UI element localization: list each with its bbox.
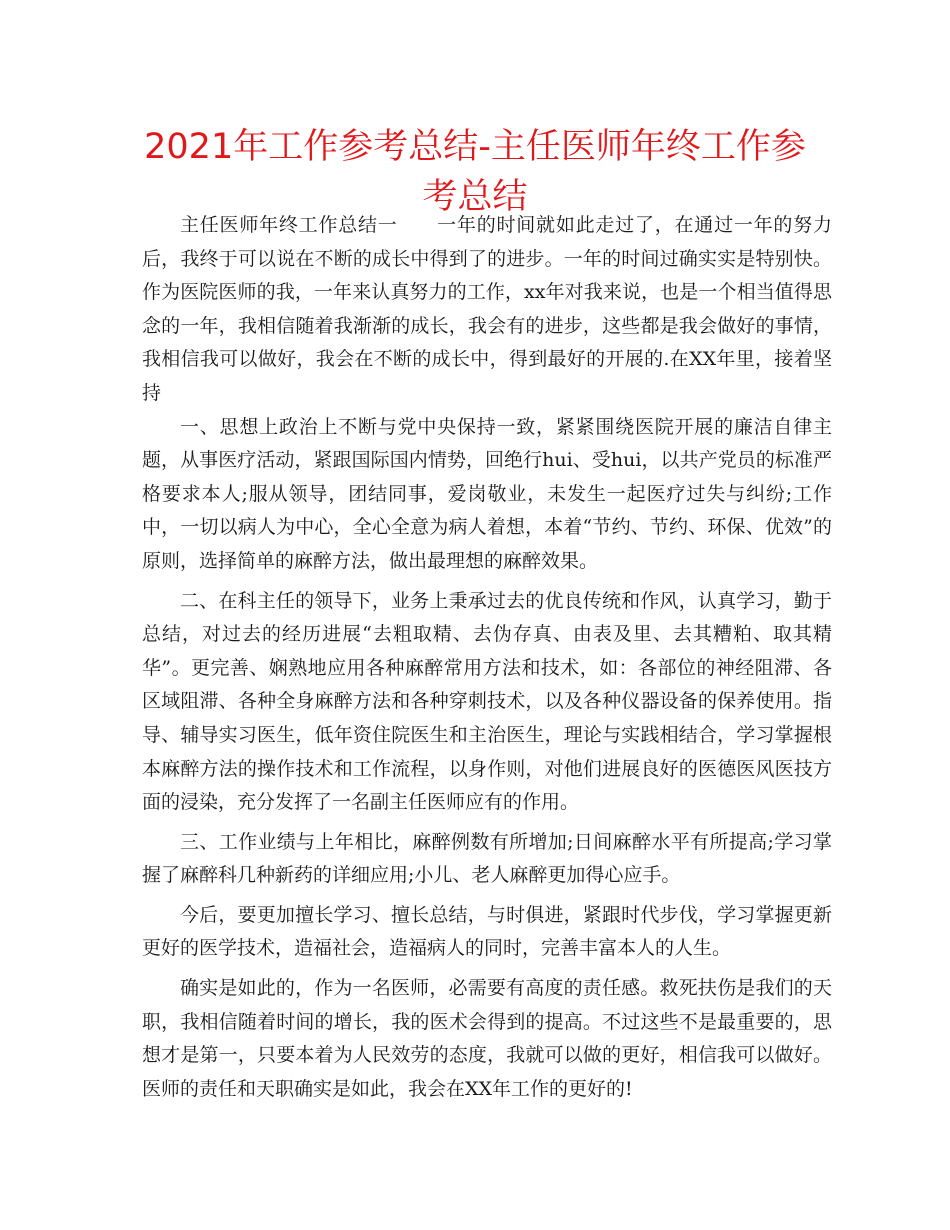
paragraph-section-three: 三、工作业绩与上年相比，麻醉例数有所增加;日间麻醉水平有所提高;学习掌握了麻醉科几种新药的详细应用;小儿、老人麻醉更加得心应手。 [142, 830, 832, 887]
paragraph-future: 今后，要更加擅长学习、擅长总结，与时俱进，紧跟时代步伐，学习掌握更新更好的医学技术，造福社会，造福病人的同时，完善丰富本人的人生。 [142, 903, 832, 960]
document-title: 2021年工作参考总结-主任医师年终工作参考总结 [144, 127, 806, 217]
paragraph-closing: 确实是如此的，作为一名医师，必需要有高度的责任感。救死扶伤是我们的天职，我相信随着时间的增长，我的医术会得到的提高。不过这些不是最重要的，思想才是第一，只要本着为人民效劳的态度，我就可以做的更好，相信我可以做好。医师的责任和天职确实是如此，我会在XX年工作的更好的! [142, 977, 832, 1100]
document-body [142, 209, 832, 1112]
paragraph-section-two: 二、在科主任的领导下，业务上秉承过去的优良传统和作风，认真学习，勤于总结，对过去的经历进展“去粗取精、去伪存真、由表及里、去其糟粕、取其精华”。更完善、娴熟地应用各种麻醉常用方法和技术，如：各部位的神经阻滞、各区域阻滞、各种全身麻醉方法和各种穿刺技术，以及各种仪器设备的保养使用。指导、辅导实习医生，低年资住院医生和主治医生，理论与实践相结合，学习掌握根本麻醉方法的操作技术和工作流程，以身作则，对他们进展良好的医德医风医技方面的浸染，充分发挥了一名副主任医师应有的作用。 [142, 589, 832, 814]
paragraph-section-one: 一、思想上政治上不断与党中央保持一致，紧紧围绕医院开展的廉洁自律主题，从事医疗活动，紧跟国际国内情势，回绝行hui、受hui，以共产党员的标准严格要求本人;服从领导，团结同事，爱岗敬业，未发生一起医疗过失与纠纷;工作中，一切以病人为中心，全心全意为病人着想，本着“节约、节约、环保、优效”的原则，选择简单的麻醉方法，做出最理想的麻醉效果。 [142, 415, 832, 572]
paragraph-intro: 主任医师年终工作总结一 一年的时间就如此走过了，在通过一年的努力后，我终于可以说在不断的成长中得到了的进步。一年的时间过确实实是特别快。作为医院医师的我，一年来认真努力的工作，xx年对我来说，也是一个相当值得思念的一年，我相信随着我渐渐的成长，我会有的进步，这些都是我会做好的事情，我相信我可以做好，我会在不断的成长中，得到最好的开展的.在XX年里，接着坚持 [142, 214, 832, 404]
